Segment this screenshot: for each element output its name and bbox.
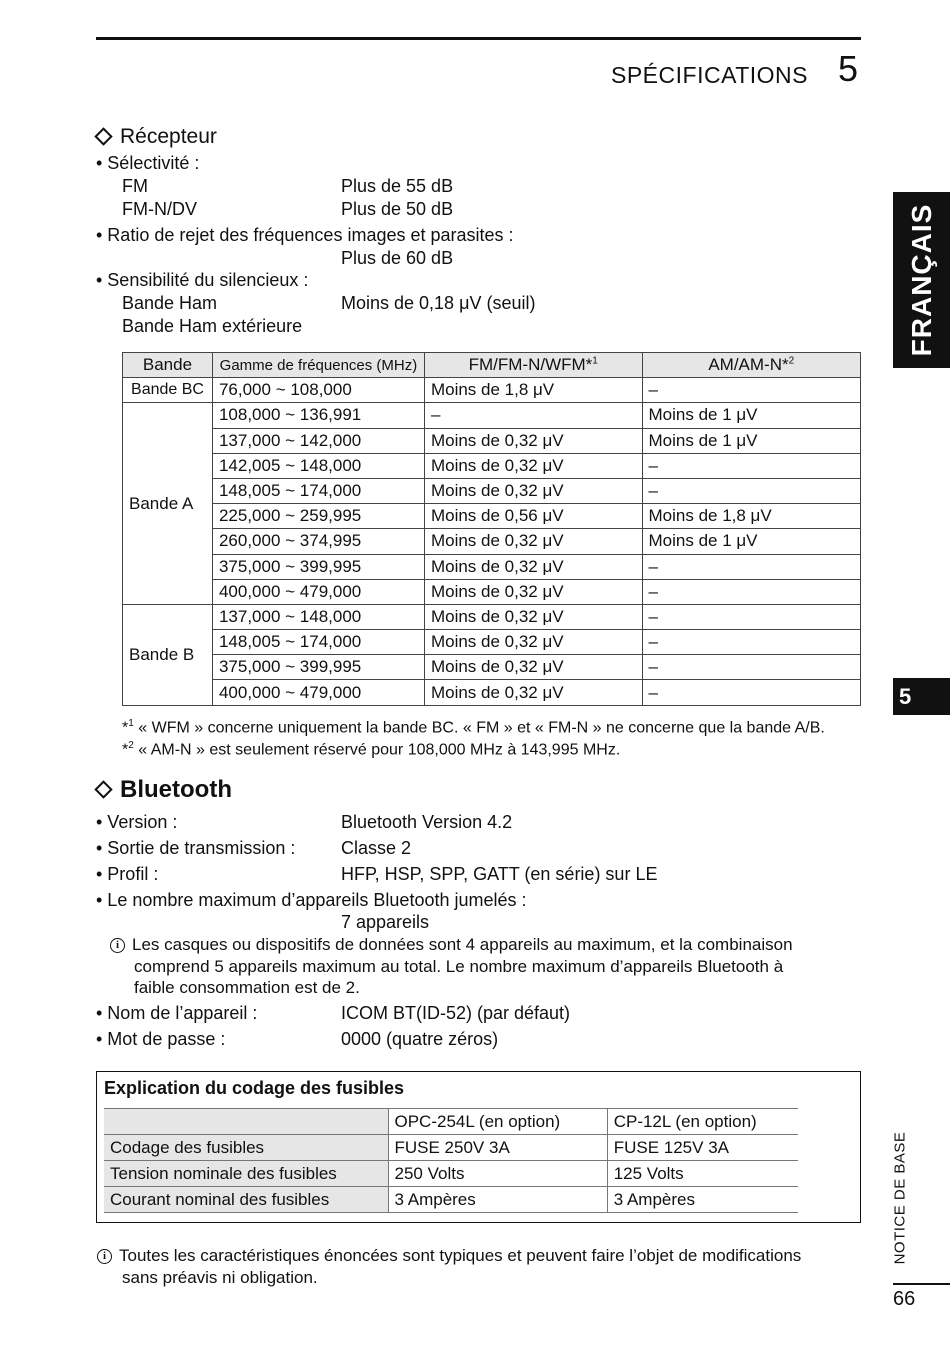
band-a-rows — [123, 403, 861, 605]
range-cell: 375,000 ~ 399,995 — [212, 655, 424, 680]
range-cell: 400,000 ~ 479,000 — [212, 579, 424, 604]
fm-cell: Moins de 0,32 μV — [424, 529, 642, 554]
fuse-col-cp: CP-12L (en option) — [607, 1109, 798, 1135]
col-header-bande: Bande — [123, 353, 213, 378]
recepteur-heading-text: Récepteur — [120, 125, 217, 148]
am-cell: – — [642, 554, 861, 579]
table-row — [123, 504, 861, 529]
range-cell: 76,000 ~ 108,000 — [212, 378, 424, 403]
fuse-cell: 125 Volts — [607, 1161, 798, 1187]
recepteur-heading — [91, 125, 217, 149]
band-b-name-cell: Bande B — [123, 604, 213, 705]
band-b-rows — [123, 604, 861, 705]
language-tab-label: FRANÇAIS — [905, 203, 937, 357]
fuse-table — [104, 1108, 798, 1213]
table-row — [104, 1187, 798, 1213]
col-header-gamme: Gamme de fréquences (MHz) — [212, 353, 424, 378]
ham-ext-label: Bande Ham extérieure — [122, 316, 303, 336]
col-header-fm: FM/FM-N/WFM*$^1$ — [424, 353, 642, 378]
footnote-1: *$^1$ « WFM » concerne uniquement la bande BC. « FM » et « FM-N » ne concerne que la bande A/B. — [122, 718, 825, 737]
table-row — [123, 604, 861, 629]
table-row — [123, 630, 861, 655]
range-cell: 108,000 ~ 136,991 — [212, 403, 424, 428]
range-cell: 142,005 ~ 148,000 — [212, 453, 424, 478]
ham-label: Bande Ham — [122, 293, 218, 313]
am-cell: – — [642, 604, 861, 629]
bottom-note — [97, 1246, 801, 1266]
am-cell: Moins de 1 μV — [642, 529, 861, 554]
page-number-rule — [893, 1283, 950, 1285]
profil-value: HFP, HSP, SPP, GATT (en série) sur LE — [341, 864, 658, 884]
notice-label — [880, 1130, 920, 1265]
am-cell: Moins de 1 μV — [642, 428, 861, 453]
am-cell: – — [642, 579, 861, 604]
fm-label: FM — [122, 176, 148, 196]
fuse-row-label: Tension nominale des fusibles — [104, 1161, 388, 1187]
table-header-row — [123, 353, 861, 378]
fuse-cell: FUSE 125V 3A — [607, 1135, 798, 1161]
table-row — [123, 403, 861, 428]
version-label: • Version : — [96, 812, 178, 832]
table-row — [123, 579, 861, 604]
page-section-title: SPÉCIFICATIONS — [611, 62, 808, 88]
nom-label: • Nom de l’appareil : — [96, 1003, 258, 1023]
sensitivity-table — [122, 352, 861, 706]
bluetooth-note — [110, 935, 793, 955]
range-cell: 260,000 ~ 374,995 — [212, 529, 424, 554]
bottom-note-line-2: sans préavis ni obligation. — [122, 1268, 318, 1287]
fuse-col-opc: OPC-254L (en option) — [388, 1109, 607, 1135]
info-icon: i — [110, 938, 125, 953]
top-rule — [96, 37, 861, 40]
table-row — [123, 378, 861, 403]
diamond-icon — [94, 127, 112, 145]
range-cell: 400,000 ~ 479,000 — [212, 680, 424, 705]
sensibilite-label: • Sensibilité du silencieux : — [96, 270, 309, 290]
col-header-am: AM/AM-N*$^2$ — [642, 353, 861, 378]
table-row — [123, 453, 861, 478]
am-cell: – — [642, 378, 861, 403]
note-line-1: Les casques ou dispositifs de données sont 4 appareils au maximum, et la combinaison — [132, 935, 793, 954]
fuse-cell: 3 Ampères — [607, 1187, 798, 1213]
fm-cell: Moins de 1,8 μV — [424, 378, 642, 403]
fuse-box-title: Explication du codage des fusibles — [104, 1078, 405, 1098]
range-cell: 375,000 ~ 399,995 — [212, 554, 424, 579]
fm-cell: Moins de 0,32 μV — [424, 680, 642, 705]
range-cell: 225,000 ~ 259,995 — [212, 504, 424, 529]
note-line-2: comprend 5 appareils maximum au total. Le nombre maximum d’appareils Bluetooth à — [134, 957, 784, 976]
range-cell: 148,005 ~ 174,000 — [212, 630, 424, 655]
fm-cell: Moins de 0,32 μV — [424, 579, 642, 604]
fm-cell: Moins de 0,56 μV — [424, 504, 642, 529]
band-bc-cell: Bande BC — [123, 378, 213, 403]
fmndv-label: FM-N/DV — [122, 199, 197, 219]
table-row — [123, 478, 861, 503]
fmndv-value: Plus de 50 dB — [341, 199, 454, 219]
mdp-value: 0000 (quatre zéros) — [341, 1029, 499, 1049]
table-row — [104, 1161, 798, 1187]
am-cell: – — [642, 453, 861, 478]
info-icon: i — [97, 1249, 112, 1264]
bluetooth-heading — [91, 776, 232, 804]
fm-cell: – — [424, 403, 642, 428]
note-line-3: faible consommation est de 2. — [134, 978, 360, 997]
am-cell: Moins de 1 μV — [642, 403, 861, 428]
language-tab — [893, 192, 950, 368]
chapter-tab: 5 — [893, 678, 950, 715]
fuse-cell: 250 Volts — [388, 1161, 607, 1187]
table-row — [123, 554, 861, 579]
fuse-cell: FUSE 250V 3A — [388, 1135, 607, 1161]
ham-value: Moins de 0,18 μV (seuil) — [341, 293, 536, 313]
profil-label: • Profil : — [96, 864, 159, 884]
fm-cell: Moins de 0,32 μV — [424, 554, 642, 579]
mdp-label: • Mot de passe : — [96, 1029, 226, 1049]
nom-value: ICOM BT(ID-52) (par défaut) — [341, 1003, 571, 1023]
bottom-note-line-1: Toutes les caractéristiques énoncées sont typiques et peuvent faire l’objet de modifications — [119, 1246, 802, 1265]
range-cell: 148,005 ~ 174,000 — [212, 478, 424, 503]
table-row — [123, 529, 861, 554]
band-a-name-cell: Bande A — [123, 403, 213, 605]
fuse-row-label: Courant nominal des fusibles — [104, 1187, 388, 1213]
fm-cell: Moins de 0,32 μV — [424, 655, 642, 680]
table-row — [123, 655, 861, 680]
am-cell: – — [642, 630, 861, 655]
selectivite-label: • Sélectivité : — [96, 153, 200, 173]
ratio-label: • Ratio de rejet des fréquences images et parasites : — [96, 225, 514, 245]
table-row — [104, 1135, 798, 1161]
max-label: • Le nombre maximum d’appareils Bluetooth jumelés : — [96, 890, 527, 910]
fuse-cell: 3 Ampères — [388, 1187, 607, 1213]
notice-label-text: NOTICE DE BASE — [891, 1131, 909, 1264]
table-row — [123, 428, 861, 453]
diamond-icon — [94, 780, 112, 798]
sortie-label: • Sortie de transmission : — [96, 838, 296, 858]
bluetooth-heading-text: Bluetooth — [120, 776, 232, 803]
fm-cell: Moins de 0,32 μV — [424, 428, 642, 453]
sortie-value: Classe 2 — [341, 838, 412, 858]
fuse-row-label: Codage des fusibles — [104, 1135, 388, 1161]
footnote-2: *$^2$ « AM-N » est seulement réservé pour 108,000 MHz à 143,995 MHz. — [122, 740, 621, 759]
table-row — [123, 680, 861, 705]
fm-cell: Moins de 0,32 μV — [424, 630, 642, 655]
version-value: Bluetooth Version 4.2 — [341, 812, 513, 832]
page-number: 66 — [893, 1288, 916, 1310]
fuse-explanation-box — [96, 1071, 861, 1223]
am-cell: – — [642, 655, 861, 680]
fm-cell: Moins de 0,32 μV — [424, 453, 642, 478]
chapter-number: 5 — [837, 48, 858, 89]
max-value: 7 appareils — [341, 912, 430, 932]
fm-cell: Moins de 0,32 μV — [424, 478, 642, 503]
fuse-header-row — [104, 1109, 798, 1135]
fm-value: Plus de 55 dB — [341, 176, 454, 196]
fm-cell: Moins de 0,32 μV — [424, 604, 642, 629]
am-cell: – — [642, 680, 861, 705]
am-cell: – — [642, 478, 861, 503]
am-cell: Moins de 1,8 μV — [642, 504, 861, 529]
range-cell: 137,000 ~ 142,000 — [212, 428, 424, 453]
fuse-header-blank — [104, 1109, 388, 1135]
ratio-value: Plus de 60 dB — [341, 248, 454, 268]
range-cell: 137,000 ~ 148,000 — [212, 604, 424, 629]
